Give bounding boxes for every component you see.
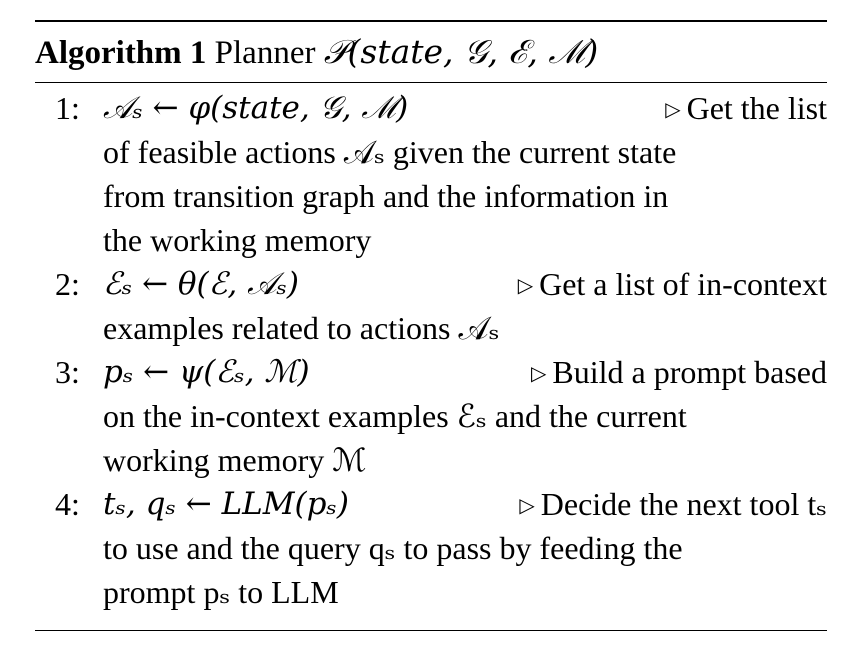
step-expression: pₛ ← ψ(ℰₛ, ℳ) [103,354,310,390]
step-number: 4: [55,486,80,522]
step-first-line [103,350,827,394]
triangle-right-icon: ▷ [517,275,534,297]
step-comment-text: Get the list [686,90,827,126]
step-comment [518,262,827,306]
step-comment [519,482,827,526]
triangle-right-icon: ▷ [519,495,535,517]
step-continuation-line: the working memory [103,222,372,258]
step-number: 2: [55,266,80,302]
step-comment [531,350,827,394]
step-comment-text: Build a prompt based [552,354,827,390]
step-comment [665,86,827,130]
step-continuation-line: on the in-context examples ℰₛ and the current [103,398,687,434]
step-expression: tₛ, qₛ ← LLM(pₛ) [103,486,349,522]
algorithm-signature: 𝒫(state, 𝒢, ℰ, ℳ) [323,32,599,71]
header-rule [35,82,827,83]
bottom-rule [35,630,827,631]
triangle-right-icon: ▷ [665,99,681,121]
step-expression: ℰₛ ← θ(ℰ, 𝒜ₛ) [103,266,299,302]
triangle-right-icon: ▷ [530,363,547,385]
step-first-line [103,86,827,130]
algorithm-name: Planner [214,35,316,71]
step-comment-text: Decide the next tool tₛ [540,486,827,522]
step-continuation-line: working memory ℳ [103,442,367,478]
algorithm-header [35,30,827,75]
step-continuation-line: of feasible actions 𝒜ₛ given the current state [103,134,677,170]
step-continuation-line: prompt pₛ to LLM [103,574,339,610]
step-continuation-line: examples related to actions 𝒜ₛ [103,310,500,346]
step-first-line [103,482,827,526]
top-rule [35,20,827,22]
step-continuation-line: to use and the query qₛ to pass by feeding the [103,530,683,566]
step-comment-text: Get a list of in-context [539,266,827,302]
step-first-line [103,262,827,306]
step-continuation-line: from transition graph and the information in [103,178,669,214]
algorithm-label: Algorithm 1 [35,35,207,71]
step-number: 3: [55,354,80,390]
step-expression: 𝒜ₛ ← φ(state, 𝒢, ℳ) [103,90,409,126]
step-number: 1: [55,90,80,126]
